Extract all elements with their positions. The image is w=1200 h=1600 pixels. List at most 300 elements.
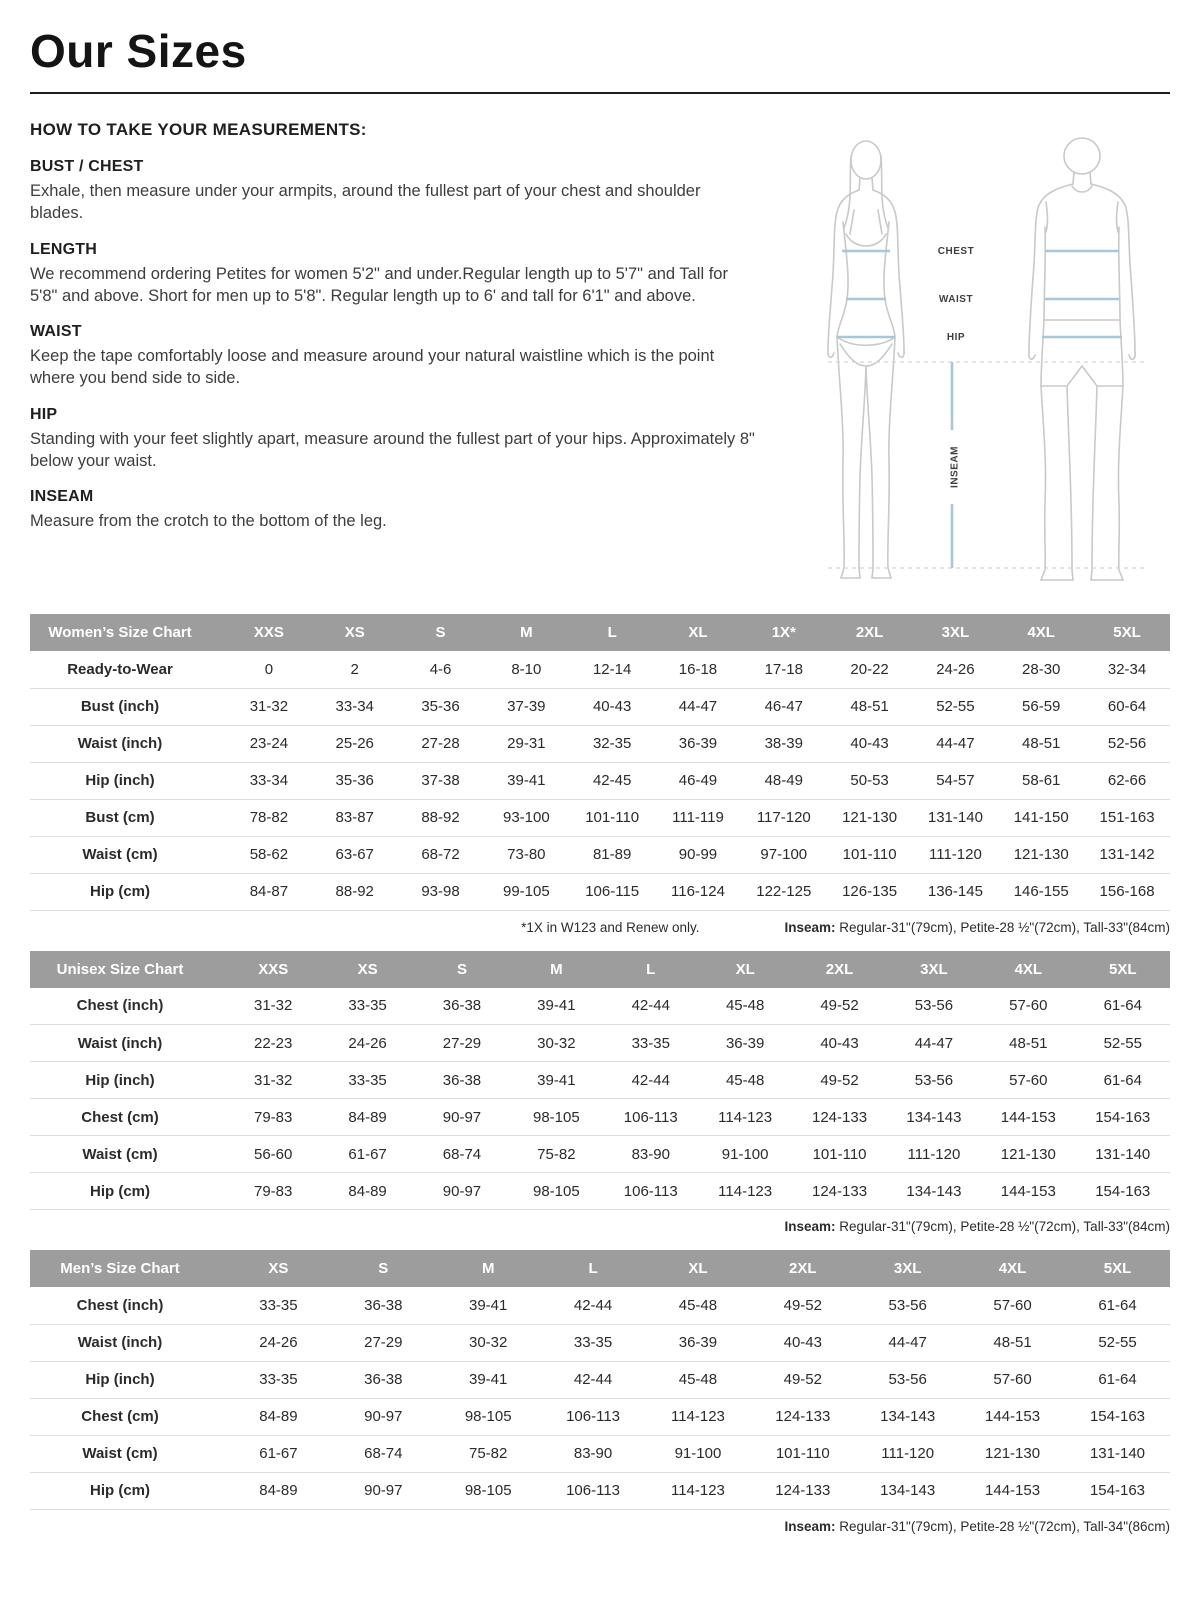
table-footnotes: [30, 1219, 1170, 1234]
size-cell: 98-105: [436, 1398, 541, 1435]
size-cell: 0: [226, 651, 312, 688]
table-row: [30, 1472, 1170, 1509]
size-cell: 36-38: [415, 988, 509, 1025]
size-cell: 45-48: [698, 988, 792, 1025]
size-cell: 79-83: [226, 1173, 320, 1210]
size-cell: 52-55: [1076, 1025, 1170, 1062]
size-cell: 61-67: [320, 1136, 414, 1173]
size-cell: 31-32: [226, 688, 312, 725]
table-header-row: [30, 1250, 1170, 1287]
size-cell: 42-44: [604, 988, 698, 1025]
size-cell: 114-123: [698, 1173, 792, 1210]
size-cell: 29-31: [483, 725, 569, 762]
size-cell: 37-39: [483, 688, 569, 725]
size-cell: 75-82: [509, 1136, 603, 1173]
measurement-guide-area: [30, 120, 1170, 600]
size-column-header: XS: [226, 1250, 331, 1287]
table-row: [30, 1324, 1170, 1361]
size-cell: 50-53: [827, 762, 913, 799]
size-cell: 75-82: [436, 1435, 541, 1472]
size-column-header: M: [436, 1250, 541, 1287]
footnote-inseam: Inseam: Regular-31"(79cm), Petite-28 ½"(72cm), Tall-34"(86cm): [784, 1518, 1170, 1534]
section-title: BUST / CHEST: [30, 158, 144, 175]
size-cell: 23-24: [226, 725, 312, 762]
size-cell: 98-105: [436, 1472, 541, 1509]
size-cell: 52-55: [1065, 1324, 1170, 1361]
size-column-header: XL: [655, 614, 741, 651]
size-cell: 121-130: [998, 836, 1084, 873]
section-title: WAIST: [30, 323, 82, 341]
size-cell: 57-60: [981, 988, 1075, 1025]
size-cell: 136-145: [913, 873, 999, 910]
row-label: Hip (inch): [30, 1062, 226, 1099]
size-column-header: S: [398, 614, 484, 651]
size-cell: 131-140: [1076, 1136, 1170, 1173]
size-cell: 83-90: [604, 1136, 698, 1173]
size-cell: 156-168: [1084, 873, 1170, 910]
size-cell: 68-74: [331, 1435, 436, 1472]
size-cell: 99-105: [483, 873, 569, 910]
male-figure-outline: [1029, 138, 1135, 580]
size-tables: [30, 614, 1170, 1534]
size-cell: 154-163: [1065, 1472, 1170, 1509]
size-cell: 42-44: [541, 1287, 646, 1324]
footnote-inseam: Inseam: Regular-31"(79cm), Petite-28 ½"(72cm), Tall-33"(84cm): [784, 919, 1170, 935]
table-row: [30, 1173, 1170, 1210]
section-length: [30, 241, 758, 308]
section-body: Measure from the crotch to the bottom of the leg.: [30, 512, 387, 531]
size-cell: 98-105: [509, 1173, 603, 1210]
size-cell: 45-48: [698, 1062, 792, 1099]
table-row: [30, 762, 1170, 799]
table-header-row: [30, 951, 1170, 988]
size-cell: 151-163: [1084, 799, 1170, 836]
size-column-header: 3XL: [855, 1250, 960, 1287]
size-column-header: 3XL: [887, 951, 981, 988]
size-cell: 57-60: [960, 1361, 1065, 1398]
size-column-header: 2XL: [792, 951, 886, 988]
size-column-header: XL: [698, 951, 792, 988]
size-cell: 106-115: [569, 873, 655, 910]
size-cell: 106-113: [604, 1173, 698, 1210]
table-row: [30, 873, 1170, 910]
inseam-label: INSEAM: [949, 446, 961, 488]
size-cell: 40-43: [569, 688, 655, 725]
section-title: INSEAM: [30, 488, 94, 506]
section-title: HIP: [30, 405, 58, 423]
size-cell: 45-48: [646, 1287, 751, 1324]
size-cell: 53-56: [887, 1062, 981, 1099]
row-label: Hip (inch): [30, 762, 226, 799]
size-cell: 84-89: [320, 1173, 414, 1210]
size-cell: 36-39: [655, 725, 741, 762]
size-cell: 36-39: [646, 1324, 751, 1361]
size-cell: 106-113: [604, 1099, 698, 1136]
size-cell: 93-100: [483, 799, 569, 836]
size-cell: 54-57: [913, 762, 999, 799]
size-cell: 24-26: [320, 1025, 414, 1062]
size-column-header: 3XL: [913, 614, 999, 651]
row-label: Waist (cm): [30, 1136, 226, 1173]
size-cell: 28-30: [998, 651, 1084, 688]
measurement-labels: [938, 246, 974, 488]
title-divider: [30, 92, 1170, 94]
unisex-size-chart: [30, 951, 1170, 1235]
size-cell: 57-60: [960, 1287, 1065, 1324]
size-cell: 90-97: [331, 1398, 436, 1435]
size-cell: 48-51: [981, 1025, 1075, 1062]
size-cell: 36-39: [698, 1025, 792, 1062]
size-cell: 73-80: [483, 836, 569, 873]
size-column-header: 5XL: [1076, 951, 1170, 988]
footnote-1x-note: *1X in W123 and Renew only.: [521, 919, 700, 935]
size-cell: 49-52: [792, 988, 886, 1025]
table-row: [30, 651, 1170, 688]
waist-label: WAIST: [938, 294, 974, 305]
chest-label: CHEST: [937, 246, 975, 257]
size-cell: 16-18: [655, 651, 741, 688]
size-cell: 134-143: [855, 1472, 960, 1509]
row-label: Waist (inch): [30, 725, 226, 762]
size-column-header: XS: [320, 951, 414, 988]
size-cell: 40-43: [792, 1025, 886, 1062]
row-label: Bust (cm): [30, 799, 226, 836]
size-cell: 27-29: [331, 1324, 436, 1361]
size-cell: 91-100: [646, 1435, 751, 1472]
row-label: Chest (inch): [30, 1287, 226, 1324]
size-cell: 46-49: [655, 762, 741, 799]
size-cell: 61-64: [1065, 1287, 1170, 1324]
dashed-guide-lines: [828, 362, 1146, 568]
size-cell: 144-153: [981, 1173, 1075, 1210]
size-cell: 134-143: [887, 1099, 981, 1136]
size-cell: 114-123: [698, 1099, 792, 1136]
size-column-header: 4XL: [998, 614, 1084, 651]
row-label: Hip (cm): [30, 873, 226, 910]
section-body: Keep the tape comfortably loose and measure around your natural waistline which is the point where you bend side to side.: [30, 347, 715, 388]
size-cell: 121-130: [827, 799, 913, 836]
size-cell: 111-119: [655, 799, 741, 836]
size-cell: 124-133: [792, 1173, 886, 1210]
size-cell: 33-35: [541, 1324, 646, 1361]
size-cell: 144-153: [960, 1398, 1065, 1435]
size-cell: 30-32: [436, 1324, 541, 1361]
size-column-header: 2XL: [827, 614, 913, 651]
section-body: Exhale, then measure under your armpits, around the fullest part of your chest and shoulder blades.: [30, 182, 701, 223]
size-cell: 124-133: [792, 1099, 886, 1136]
size-cell: 27-29: [415, 1025, 509, 1062]
size-cell: 33-35: [226, 1361, 331, 1398]
mens-size-chart: [30, 1250, 1170, 1534]
size-cell: 111-120: [913, 836, 999, 873]
size-cell: 79-83: [226, 1099, 320, 1136]
size-cell: 93-98: [398, 873, 484, 910]
table-row: [30, 1361, 1170, 1398]
size-cell: 36-38: [331, 1287, 436, 1324]
size-cell: 90-97: [415, 1099, 509, 1136]
size-cell: 111-120: [855, 1435, 960, 1472]
size-cell: 101-110: [792, 1136, 886, 1173]
size-cell: 8-10: [483, 651, 569, 688]
table-row: [30, 1398, 1170, 1435]
size-column-header: L: [604, 951, 698, 988]
size-cell: 53-56: [855, 1287, 960, 1324]
page-title: Our Sizes: [30, 25, 247, 77]
size-column-header: 5XL: [1084, 614, 1170, 651]
size-cell: 154-163: [1065, 1398, 1170, 1435]
size-cell: 131-140: [913, 799, 999, 836]
size-cell: 83-90: [541, 1435, 646, 1472]
size-cell: 56-60: [226, 1136, 320, 1173]
size-cell: 98-105: [509, 1099, 603, 1136]
table-row: [30, 1099, 1170, 1136]
body-figures-illustration: [778, 122, 1170, 600]
instructions-heading: HOW TO TAKE YOUR MEASUREMENTS:: [30, 120, 367, 139]
size-cell: 58-62: [226, 836, 312, 873]
section-hip: [30, 406, 758, 473]
measurement-lines: [837, 251, 1122, 568]
size-cell: 81-89: [569, 836, 655, 873]
size-cell: 61-64: [1076, 988, 1170, 1025]
unisex-table-title: Unisex Size Chart: [30, 951, 226, 988]
size-cell: 24-26: [226, 1324, 331, 1361]
size-column-header: XXS: [226, 951, 320, 988]
section-title: LENGTH: [30, 240, 97, 258]
row-label: Waist (cm): [30, 1435, 226, 1472]
size-cell: 40-43: [827, 725, 913, 762]
table-footnotes: [30, 1519, 1170, 1534]
size-cell: 101-110: [827, 836, 913, 873]
size-column-header: L: [541, 1250, 646, 1287]
size-cell: 141-150: [998, 799, 1084, 836]
size-column-header: M: [483, 614, 569, 651]
size-column-header: M: [509, 951, 603, 988]
size-cell: 37-38: [398, 762, 484, 799]
hip-label: HIP: [946, 332, 966, 343]
size-cell: 42-45: [569, 762, 655, 799]
size-cell: 31-32: [226, 988, 320, 1025]
mens-table-title: Men’s Size Chart: [30, 1250, 226, 1287]
size-column-header: S: [331, 1250, 436, 1287]
size-cell: 61-67: [226, 1435, 331, 1472]
size-cell: 84-87: [226, 873, 312, 910]
size-cell: 84-89: [226, 1472, 331, 1509]
size-cell: 146-155: [998, 873, 1084, 910]
size-cell: 106-113: [541, 1398, 646, 1435]
row-label: Chest (inch): [30, 988, 226, 1025]
size-cell: 38-39: [741, 725, 827, 762]
size-cell: 33-34: [312, 688, 398, 725]
size-cell: 33-34: [226, 762, 312, 799]
table-row: [30, 1136, 1170, 1173]
size-cell: 62-66: [1084, 762, 1170, 799]
size-cell: 122-125: [741, 873, 827, 910]
footnote-inseam: Inseam: Regular-31"(79cm), Petite-28 ½"(72cm), Tall-33"(84cm): [784, 1219, 1170, 1234]
size-cell: 131-140: [1065, 1435, 1170, 1472]
size-cell: 154-163: [1076, 1099, 1170, 1136]
size-cell: 17-18: [741, 651, 827, 688]
size-cell: 42-44: [604, 1062, 698, 1099]
size-cell: 30-32: [509, 1025, 603, 1062]
size-cell: 83-87: [312, 799, 398, 836]
size-cell: 88-92: [312, 873, 398, 910]
size-cell: 117-120: [741, 799, 827, 836]
size-cell: 52-55: [913, 688, 999, 725]
size-cell: 39-41: [436, 1287, 541, 1324]
size-cell: 106-113: [541, 1472, 646, 1509]
table-row: [30, 799, 1170, 836]
size-cell: 32-35: [569, 725, 655, 762]
size-cell: 57-60: [981, 1062, 1075, 1099]
mens-size-table: [30, 1250, 1170, 1510]
size-cell: 61-64: [1065, 1361, 1170, 1398]
size-cell: 124-133: [750, 1472, 855, 1509]
size-cell: 63-67: [312, 836, 398, 873]
size-column-header: XL: [646, 1250, 751, 1287]
size-cell: 90-99: [655, 836, 741, 873]
size-cell: 84-89: [320, 1099, 414, 1136]
size-cell: 20-22: [827, 651, 913, 688]
size-cell: 46-47: [741, 688, 827, 725]
size-cell: 126-135: [827, 873, 913, 910]
table-header-row: [30, 614, 1170, 651]
size-cell: 58-61: [998, 762, 1084, 799]
size-cell: 36-38: [415, 1062, 509, 1099]
table-row: [30, 725, 1170, 762]
size-cell: 49-52: [792, 1062, 886, 1099]
body-measurement-diagram: [758, 120, 1170, 600]
size-cell: 52-56: [1084, 725, 1170, 762]
size-cell: 134-143: [855, 1398, 960, 1435]
table-row: [30, 688, 1170, 725]
size-cell: 31-32: [226, 1062, 320, 1099]
size-cell: 111-120: [887, 1136, 981, 1173]
size-cell: 121-130: [960, 1435, 1065, 1472]
row-label: Waist (cm): [30, 836, 226, 873]
size-column-header: L: [569, 614, 655, 651]
size-cell: 56-59: [998, 688, 1084, 725]
size-cell: 90-97: [415, 1173, 509, 1210]
size-cell: 60-64: [1084, 688, 1170, 725]
size-cell: 116-124: [655, 873, 741, 910]
size-cell: 61-64: [1076, 1062, 1170, 1099]
size-cell: 27-28: [398, 725, 484, 762]
size-cell: 114-123: [646, 1472, 751, 1509]
size-cell: 4-6: [398, 651, 484, 688]
section-inseam: [30, 488, 758, 532]
size-cell: 88-92: [398, 799, 484, 836]
size-cell: 45-48: [646, 1361, 751, 1398]
size-cell: 48-49: [741, 762, 827, 799]
size-column-header: S: [415, 951, 509, 988]
size-cell: 121-130: [981, 1136, 1075, 1173]
female-figure-outline: [828, 141, 904, 578]
size-cell: 35-36: [312, 762, 398, 799]
table-row: [30, 1287, 1170, 1324]
size-cell: 90-97: [331, 1472, 436, 1509]
size-cell: 33-35: [226, 1287, 331, 1324]
size-cell: 91-100: [698, 1136, 792, 1173]
size-cell: 44-47: [887, 1025, 981, 1062]
size-cell: 97-100: [741, 836, 827, 873]
size-cell: 2: [312, 651, 398, 688]
size-cell: 39-41: [509, 988, 603, 1025]
size-cell: 24-26: [913, 651, 999, 688]
size-cell: 101-110: [569, 799, 655, 836]
section-body: We recommend ordering Petites for women 5'2" and under.Regular length up to 5'7" and Tall for 5'8" and above. Short for men up to 5'8". Regular length up to 6' and tall for 6'1" and above.: [30, 264, 728, 305]
table-row: [30, 988, 1170, 1025]
size-cell: 84-89: [226, 1398, 331, 1435]
size-cell: 39-41: [483, 762, 569, 799]
row-label: Hip (cm): [30, 1472, 226, 1509]
row-label: Chest (cm): [30, 1099, 226, 1136]
size-cell: 101-110: [750, 1435, 855, 1472]
womens-size-chart: [30, 614, 1170, 935]
row-label: Hip (cm): [30, 1173, 226, 1210]
section-waist: [30, 323, 758, 390]
row-label: Hip (inch): [30, 1361, 226, 1398]
size-column-header: XXS: [226, 614, 312, 651]
size-cell: 12-14: [569, 651, 655, 688]
size-cell: 53-56: [887, 988, 981, 1025]
size-column-header: XS: [312, 614, 398, 651]
size-cell: 33-35: [320, 988, 414, 1025]
size-cell: 134-143: [887, 1173, 981, 1210]
size-cell: 42-44: [541, 1361, 646, 1398]
womens-size-table: [30, 614, 1170, 911]
row-label: Waist (inch): [30, 1025, 226, 1062]
size-cell: 36-38: [331, 1361, 436, 1398]
size-cell: 32-34: [1084, 651, 1170, 688]
table-footnotes: [30, 920, 1170, 935]
section-body: Standing with your feet slightly apart, measure around the fullest part of your hips. Approximately 8" below your waist.: [30, 429, 755, 470]
size-cell: 33-35: [604, 1025, 698, 1062]
size-cell: 124-133: [750, 1398, 855, 1435]
size-cell: 114-123: [646, 1398, 751, 1435]
table-row: [30, 836, 1170, 873]
row-label: Ready-to-Wear: [30, 651, 226, 688]
size-column-header: 2XL: [750, 1250, 855, 1287]
size-cell: 48-51: [960, 1324, 1065, 1361]
size-cell: 22-23: [226, 1025, 320, 1062]
size-cell: 40-43: [750, 1324, 855, 1361]
size-column-header: 5XL: [1065, 1250, 1170, 1287]
size-cell: 53-56: [855, 1361, 960, 1398]
row-label: Chest (cm): [30, 1398, 226, 1435]
size-column-header: 1X*: [741, 614, 827, 651]
size-cell: 35-36: [398, 688, 484, 725]
size-column-header: 4XL: [960, 1250, 1065, 1287]
measurement-instructions: [30, 120, 758, 600]
size-cell: 154-163: [1076, 1173, 1170, 1210]
size-cell: 68-72: [398, 836, 484, 873]
size-cell: 48-51: [827, 688, 913, 725]
table-row: [30, 1435, 1170, 1472]
size-cell: 131-142: [1084, 836, 1170, 873]
size-cell: 144-153: [981, 1099, 1075, 1136]
size-cell: 78-82: [226, 799, 312, 836]
row-label: Waist (inch): [30, 1324, 226, 1361]
size-cell: 144-153: [960, 1472, 1065, 1509]
row-label: Bust (inch): [30, 688, 226, 725]
size-cell: 44-47: [913, 725, 999, 762]
size-cell: 25-26: [312, 725, 398, 762]
table-row: [30, 1062, 1170, 1099]
size-cell: 49-52: [750, 1287, 855, 1324]
womens-table-title: Women’s Size Chart: [30, 614, 226, 651]
unisex-size-table: [30, 951, 1170, 1211]
section-bust-chest: [30, 158, 758, 225]
